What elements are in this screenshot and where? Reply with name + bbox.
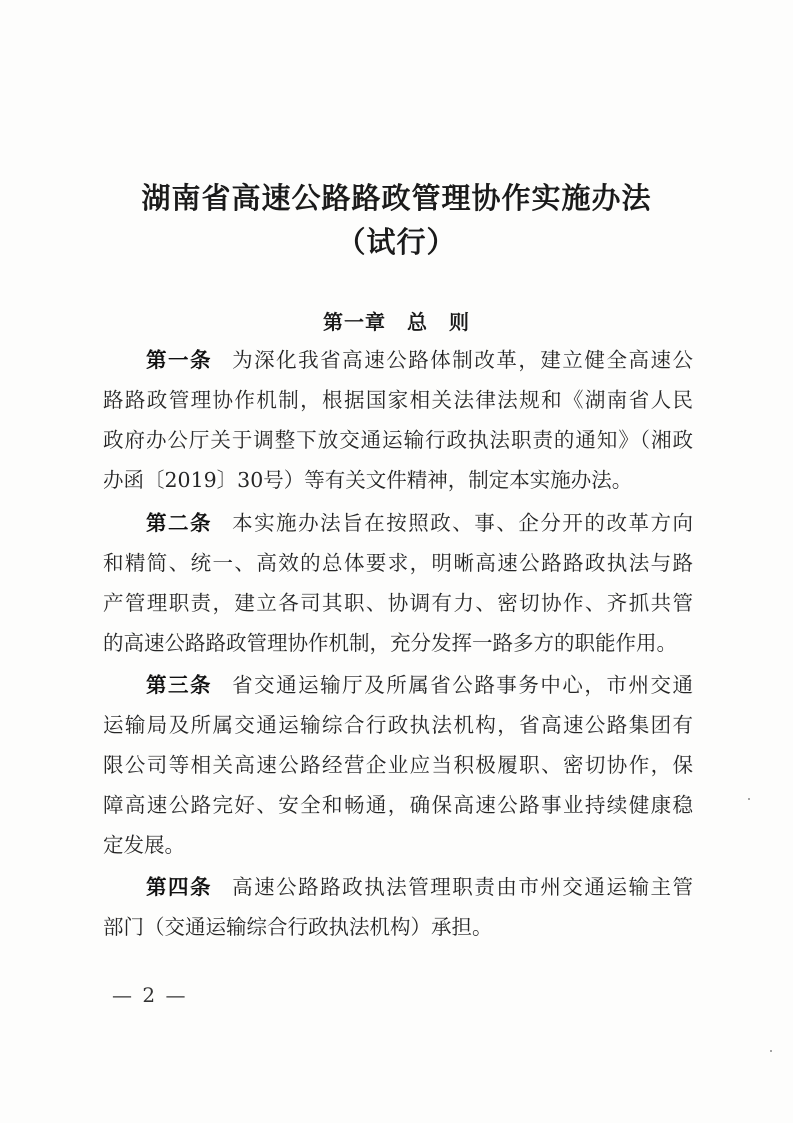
chapter-heading: 第一章 总 则 — [323, 310, 470, 334]
page-number: — 2 — — [112, 983, 188, 1007]
article-2-line-4: 的高速公路路政管理协作机制，充分发挥一路多方的职能作用。 — [103, 631, 677, 655]
article-2-line-2: 和精简、统一、高效的总体要求，明晰高速公路路政执法与路 — [103, 551, 693, 575]
article-text: 为深化我省高速公路体制改革，建立健全高速公 — [232, 348, 694, 372]
article-text: 本实施办法旨在按照政、事、企分开的改革方向 — [232, 511, 694, 535]
article-2-line-3: 产管理职责，建立各司其职、协调有力、密切协作、齐抓共管 — [103, 591, 693, 615]
article-2-label: 第二条 — [146, 511, 213, 535]
scan-speck — [748, 798, 750, 800]
article-1-line-3: 政府办公厅关于调整下放交通运输行政执法职责的通知》（湘政 — [103, 428, 693, 452]
scan-speck — [770, 1050, 772, 1052]
article-text: 高速公路路政执法管理职责由市州交通运输主管 — [232, 875, 694, 899]
article-3-label: 第三条 — [146, 673, 213, 697]
article-4-line-1 — [146, 867, 693, 907]
article-3-line-3: 限公司等相关高速公路经营企业应当积极履职、密切协作，保 — [103, 753, 693, 777]
article-4-line-2: 部门（交通运输综合行政执法机构）承担。 — [103, 915, 493, 939]
article-4-label: 第四条 — [146, 875, 213, 899]
article-1-label: 第一条 — [146, 348, 213, 372]
document-title: 湖南省高速公路路政管理协作实施办法 — [141, 181, 652, 215]
article-text: 省交通运输厅及所属省公路事务中心，市州交通 — [232, 673, 694, 697]
document-subtitle: （试行） — [336, 225, 457, 259]
article-1-line-1 — [146, 340, 693, 380]
article-1-line-2: 路路政管理协作机制，根据国家相关法律法规和《湖南省人民 — [103, 388, 693, 412]
article-3-line-4: 障高速公路完好、安全和畅通，确保高速公路事业持续健康稳 — [103, 793, 693, 817]
article-1-line-4: 办函〔2019〕30号）等有关文件精神，制定本实施办法。 — [103, 468, 633, 492]
article-3-line-5: 定发展。 — [103, 833, 185, 857]
article-3-line-2: 运输局及所属交通运输综合行政执法机构，省高速公路集团有 — [103, 713, 693, 737]
article-2-line-1 — [146, 503, 693, 543]
article-3-line-1 — [146, 665, 693, 705]
